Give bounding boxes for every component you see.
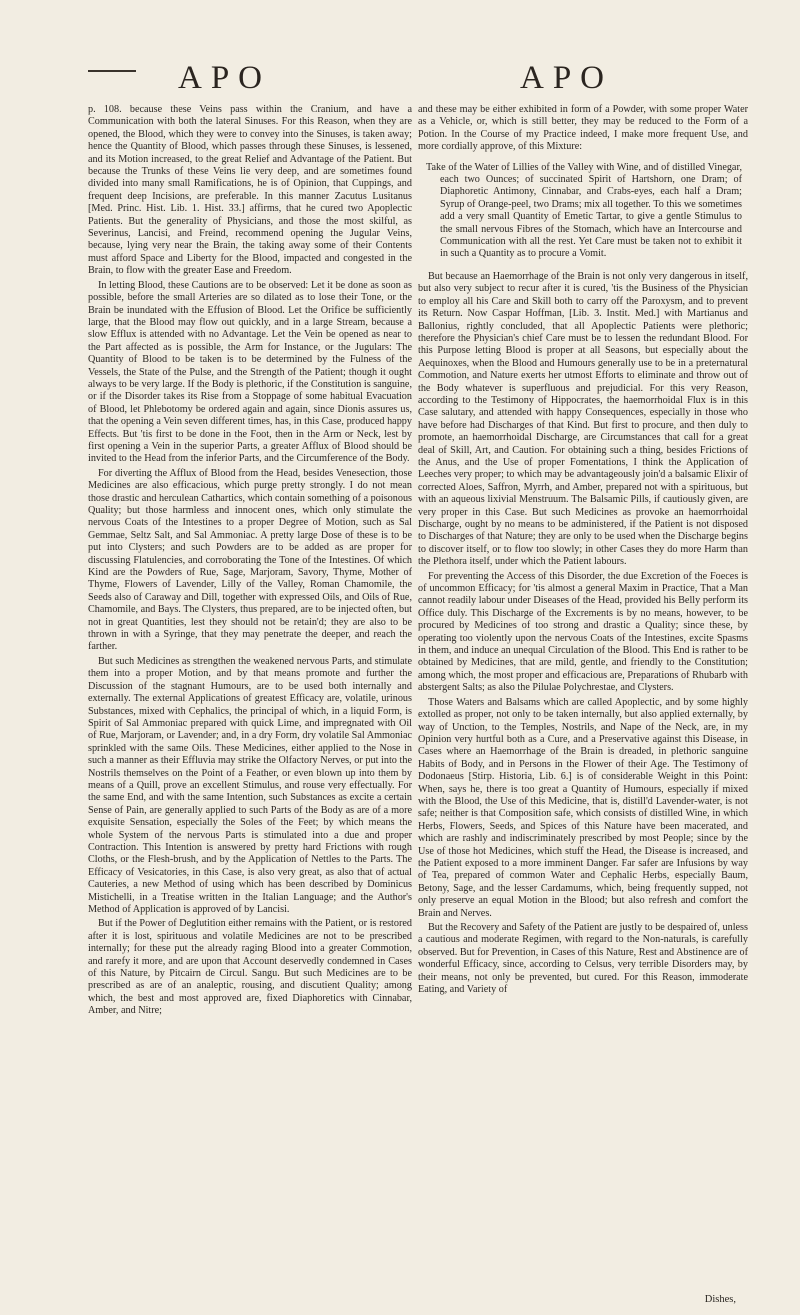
recipe-block: Take of the Water of Lillies of the Valley with Wine, and of distilled Vinegar, each two Ounces; of succinated Spirit of Hartshorn, one Dram; of Diaphoretic Antimony, Cinnabar, and Crabs-eyes, each half a Dram; Syrup of Orange-peel, two Drams; mix all together. To this we sometimes add a very small Quantity of Emetic Tartar, to give a gentle Stimulus to the small nervous Fibres of the Stomach, which have an Intercourse and Communication with all the rest. Yet Care must be taken not to exhibit it in such a Quantity as to procure a Vomit. (426, 161, 742, 260)
paragraph: p. 108. because these Veins pass within the Cranium, and have a Communication with both the lateral Sinuses. For this Reason, when they are opened, the Blood, which they were to convey into the Sinuses, is taken away; hence the Quantity of Blood, which passes through these Sinuses, is lessened, and its Motion increased, to the great Relief and Advantage of the Patient. But because the Trunks of these Veins lie very deep, and are sometimes found divided into many small Ramifications, he is of Opinion, that Cuppings, and frequent deep Incisions, are preferable. In this manner Zacutus Lusitanus [Med. Princ. Hist. Lib. 1. Hist. 33.] affirms, that he cured two Apoplectic Patients. But the generality of Physicians, and those the most skilful, as Severinus, Lancisi, and Freind, recommend opening the Jugular Veins, because, lying very near the Brain, the taking away some of their Contents must afford Space and Liberty for the Blood, impacted and congested in the Brain, to flow with the greater Ease and Freedom. (88, 104, 412, 277)
paragraph: But because an Haemorrhage of the Brain is not only very dangerous in itself, but also very subject to recur after it is cured, 'tis the Business of the Physician to employ all his Care and Skill both to carry off the Paroxysm, and to prevent its Return. Now Caspar Hoffman, [Lib. 3. Instit. Med.] with Martianus and Ballonius, rightly concluded, that all Apoplectic Patients were plethoric; therefore the Physician's chief Care must be to lessen the redundant Blood. For this Purpose letting Blood is proper at all Seasons, but especially about the Aequinoxes, when the Blood and Humours generally use to be in a preternatural Commotion, and Nature exerts her utmost Efforts to eliminate and throw out of the Body whatever is superfluous and prejudicial. For this very Reason, according to the Testimony of Hippocrates, the haemorrhoidal Flux is in this Case salutary, and attended with happy Consequences, especially in those who have before had Discharges of that Kind. But first to procure, and then duly to promote, an haemorrhoidal Discharge, are Circumstances that call for a great deal of Skill, Art, and Caution. For obtaining such a thing, besides Frictions of the Anus, and the Use of proper Fomentations, I think the Application of Leeches very proper; to which may be advantageously join'd a balsamic Elixir of corrected Aloes, Saffron, Myrrh, and Amber, prepared not with a spirituous, but with an aqueous lixivial Menstruum. The Balsamic Pills, if cautiously given, are very proper in this Case. But such Medicines as provoke an haemorrhoidal Discharge, ought by no means to be administered, if the Patient is not disposed to Discharges of that Nature; they are only to be used when the Discharge begins to discover itself, or to flow too slowly; in other Cases they do more Harm than the Plethora itself, under which the Patient labours. (418, 270, 748, 568)
paragraph: and these may be either exhibited in form of a Powder, with some proper Water as a Vehicle, or, which is still better, they may be reduced to the Form of a Potion. In the Course of my Practice indeed, I make more frequent Use, and more cordially approve, of this Mixture: (418, 104, 748, 153)
running-head-left: APO (178, 60, 272, 96)
left-column (88, 104, 412, 1304)
paragraph: In letting Blood, these Cautions are to be observed: Let it be done as soon as possible, before the small Arteries are so dilated as to lose their Tone, or the Brain be inundated with the Effusion of Blood. Let the Orifice be sufficiently large, that the Blood may flow out quickly, and in a large Stream, because a slow Efflux is attended with no Advantage. Let the Vein be opened as near to the Part affected as is possible, the Arm for Instance, or the Jugulars: The Quantity of Blood to be taken is to be determined by the Fulness of the Vessels, the State of the Pulse, and the Strength of the Patient; though it ought always to be very large. If the Body is plethoric, if the Constitution is sanguine, or if the Disorder takes its Rise from a Stoppage of some habitual Evacuation of Blood, let Phlebotomy be ordered again and again, since Dionis assures us, that the opening a Vein seven different times, has, in this Case, produced happy Effects. But 'tis first to be done in the Foot, then in the Arm or Neck, lest by first opening a Vein in the superior Parts, a greater Afflux of Blood should be invited to the Head from the inferior Parts, and the Circumference of the Body. (88, 279, 412, 465)
ornamental-rule (88, 70, 136, 78)
paragraph: For diverting the Afflux of Blood from the Head, besides Venesection, those Medicines are also efficacious, which purge pretty strongly. I do not mean those drastic and herculean Cathartics, which contain something of a poisonous Quality; but those harmless and innocent ones, which only stimulate the nervous Coats of the Intestines to a proper Degree of Motion, such as Sal Gemmae, Seltz Salt, and Sal Ammoniac. A pretty large Dose of these is to be put into Clysters; and such Powders are to be added as are proper for discussing Flatulencies, and corroborating the Tone of the Intestines. Of which Kind are the Powders of Rue, Sage, Marjoram, Savory, Thyme, Mother of Thyme, Flowers of Lavender, Lilly of the Valley, Roman Chamomile, the Seeds also of Caraway and Dill, together with expressed Oils, and Oils of Rue, Chamomile, and Bays. The Clysters, thus prepared, are to be injected often, but not in great Quantities, lest they should not be retain'd; they are also to be thrown in with a Syringe, that they may penetrate the deeper, and reach the farther. (88, 467, 412, 653)
right-column (418, 104, 748, 1304)
paragraph: But if the Power of Deglutition either remains with the Patient, or is restored after it is lost, spirituous and volatile Medicines are not to be prescribed internally; for these put the already raging Blood into a greater Commotion, and rarefy it more, and are upon that Account deservedly condemned in Cases of this Nature, by Pitcairn de Circul. Sangu. But such Medicines are to be prescribed as are of an analeptic, rousing, and discutient Quality; among which, the best and most approved are, fixed Diaphoretics with Cinnabar, Amber, and Nitre; (88, 918, 412, 1017)
catchword: Dishes, (704, 1294, 736, 1305)
paragraph: Those Waters and Balsams which are called Apoplectic, and by some highly extolled as proper, not only to be taken internally, but also applied externally, by way of Unction, to the Temples, Nostrils, and Nape of the Neck, are, in my Opinion very hurtful both as a Cure, and a Preservative against this Disease, in Cases where an Haemorrhage of the Brain is dreaded, in plethoric sanguine Habits of Body, and in Persons in the Flower of their Age. The Testimony of Dodonaeus [Stirp. Historia, Lib. 6.] is of considerable Weight in this Point: When, says he, there is too great a Quantity of Humours, especially if mixed with the Blood, the Use of this Medicine, that is, distill'd Lavender-water, is not safe; neither is that Composition safe, which consists of distilled Wine, in which Herbs, Flowers, Seeds, and Spices of this Nature have been macerated, and which are rashly and indiscriminately prescribed by most People; since by the Use of those hot Medicines, which stuff the Head, the Disease is increased, and the Patient exposed to a more imminent Danger. Far safer are Infusions by way of Tea, prepared of common Water and Cephalic Herbs, especially Baum, Betony, Sage, and the lesser Cardamums, which, being frequently supped, not only preserve an equal Motion in the Blood; but also refresh and comfort the Brain and Nerves. (418, 696, 748, 919)
paragraph: But such Medicines as strengthen the weakened nervous Parts, and stimulate them into a proper Motion, and by that means promote and further the Discussion of the stagnant Humours, are to be used both internally and externally. The external Applications of greatest Efficacy are, volatile, urinous Substances, mixed with Cephalics, the principal of which, in a liquid Form, is Spirit of Sal Ammoniac prepared with quick Lime, and impregnated with Oil of Rue, Marjoram, or Lavender; and, in a dry Form, dry volatile Sal Ammoniac sprinkled with the same Oils. These Medicines, either applied to the Nose in such a manner as their Effluvia may strike the Olfactory Nerves, or put into the Nostrils themselves on the Point of a Feather, or even blown up into them by means of a Quill, prove an excellent Stimulus, and rouse very effectually. For the same End, and with the same Intention, such Substances as excite a certain Sense of Pain, are generally applied to such Parts of the Body as are of a more exquisite Sensation, especially the Soles of the Feet; by which means the whole System of the nervous Parts is stimulated into a due and proper Contraction. This Intention is answered by pretty hard Frictions with rough Cloths, or the Flesh-brush, and by the Application of Nettles to the Parts. The Efficacy of Vesicatories, in this Case, is also very great, as also that of actual Cauteries, a new Method of using which has been described by Dominicus Mistichelli, in a Treatise written in the Italian Language; and the Author's Method of Application is approved of by Lancisi. (88, 655, 412, 915)
paragraph: For preventing the Access of this Disorder, the due Excretion of the Foeces is of uncommon Efficacy; for 'tis almost a general Maxim in Practice, That a Man cannot readily labour under Diseases of the Head, provided his Belly perform its Office duly. This Discharge of the Excrements is by no means, however, to be procured by Medicines of too strong and drastic a Quality; since these, by operating too violently upon the nervous Coats of the Intestines, excite Spasms in them, and induce an unequal Circulation of the Blood. This End is rather to be obtained by Medicines, that are mild, gentle, and friendly to the Constitution; among which, the most proper and efficacious are, Preparations of Rhubarb with abstergent Salts; as also the Pilulae Polychrestae, and Clysters. (418, 570, 748, 694)
running-head-right: APO (520, 60, 614, 96)
paragraph: But the Recovery and Safety of the Patient are justly to be despaired of, unless a cautious and moderate Regimen, with regard to the Non-naturals, is carefully observed. But for Prevention, in Cases of this Nature, Rest and Abstinence are of wonderful Efficacy, since, according to Celsus, very terrible Disorders may, by their means, not only be prevented, but cured. For this Reason, immoderate Eating, and Variety of (418, 922, 748, 996)
